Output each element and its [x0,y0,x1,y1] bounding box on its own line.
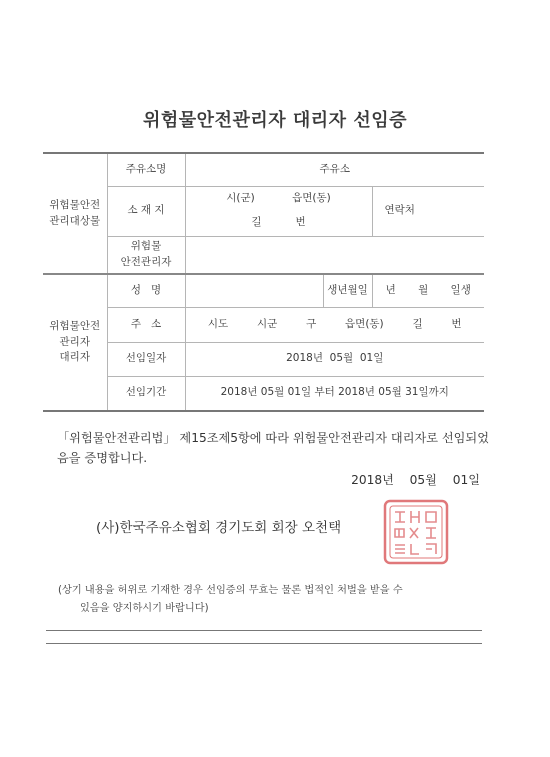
facility-address-value [185,186,372,236]
certificate-table [43,152,484,412]
period-value: 2018년 05월 01일 부터 2018년 05월 31일까지 [185,376,484,411]
deputy-address-label: 주 소 [107,307,185,342]
station-name-label: 주유소명 [107,153,185,186]
address-sigun: 시(군) [226,192,255,205]
address-eupmyeon: 읍면(동) [292,192,331,205]
address-label: 소 재 지 [107,186,185,236]
notice-text [58,582,488,618]
official-seal-icon [381,497,451,567]
facility-group-label: 위험물안전 관리대상물 [43,153,107,274]
name-label: 성 명 [107,274,185,307]
document-title: 위험물안전관리자 대리자 선임증 [143,110,407,131]
address-gil: 길 [251,216,262,228]
manager-value [185,236,484,274]
footer-rule-bottom [46,643,482,644]
deputy-group-label: 위험물안전 관리자 대리자 [43,274,107,411]
footer-rule-top [46,630,482,631]
birth-label: 생년월일 [323,274,372,307]
contact-cell [372,186,484,236]
contact-label: 연락처 [384,204,415,217]
manager-label: 위험물 안전관리자 [107,236,185,274]
period-label: 선임기간 [107,376,185,411]
appoint-date-value: 2018년 05월 01일 [185,342,484,376]
birth-value: 년 월 일생 [372,274,484,307]
notice-line-2: 있음을 양지하시기 바랍니다) [80,602,209,614]
issuer-name: (사)한국주유소협회 경기도회 회장 오천택 [96,520,342,536]
certification-statement: 「위험물안전관리법」 제15조제5항에 따라 위험물안전관리자 대리자로 선임되었음을 증명합니다. [57,431,489,466]
station-name-value: 주유소 [185,153,484,186]
name-value [185,274,323,307]
deputy-address-value: 시도 시군 구 읍면(동) 길 번 [185,307,484,342]
address-beon: 번 [295,216,306,228]
appoint-date-label: 선임일자 [107,342,185,376]
notice-line-1: (상기 내용을 허위로 기재한 경우 선임증의 무효는 물론 법적인 처벌을 받을 수 [58,585,403,596]
issue-date: 2018년 05월 01일 [351,473,480,487]
